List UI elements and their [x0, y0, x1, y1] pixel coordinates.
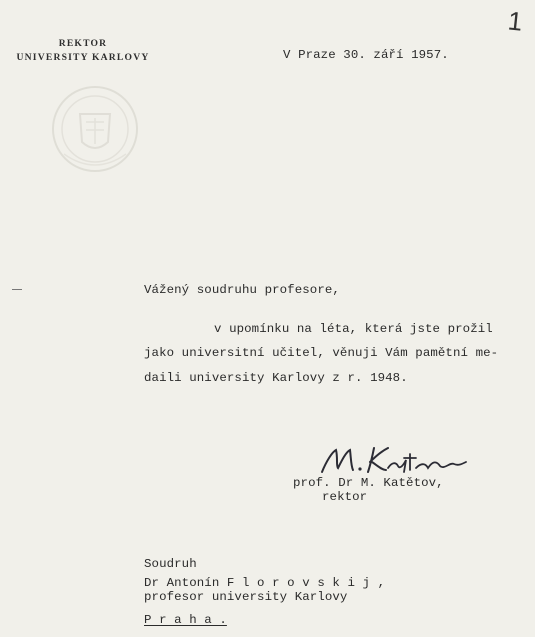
signatory-name: prof. Dr M. Katětov,	[293, 476, 444, 490]
margin-mark	[12, 289, 22, 290]
date-line: V Praze 30. září 1957.	[283, 48, 449, 62]
body-line-1: v upomínku na léta, která jste prožil	[214, 322, 493, 336]
body-line-3: daili university Karlovy z r. 1948.	[144, 371, 408, 385]
handwritten-signature-icon	[318, 440, 470, 478]
salutation: Vážený soudruhu profesore,	[144, 283, 340, 297]
recipient-city: P r a h a .	[144, 613, 227, 627]
body-line-2: jako universitní učitel, věnuji Vám pamětní me-	[144, 346, 499, 360]
page-number: 1	[506, 5, 524, 37]
letterhead-line-2: UNIVERSITY KARLOVY	[16, 52, 150, 63]
embossed-seal-icon	[50, 84, 140, 174]
recipient-position: profesor university Karlovy	[144, 590, 348, 604]
recipient-label: Soudruh	[144, 557, 197, 571]
signatory-title: rektor	[322, 490, 368, 504]
recipient-name: Dr Antonín F l o r o v s k i j ,	[144, 576, 386, 590]
letterhead-line-1: REKTOR	[58, 38, 108, 49]
